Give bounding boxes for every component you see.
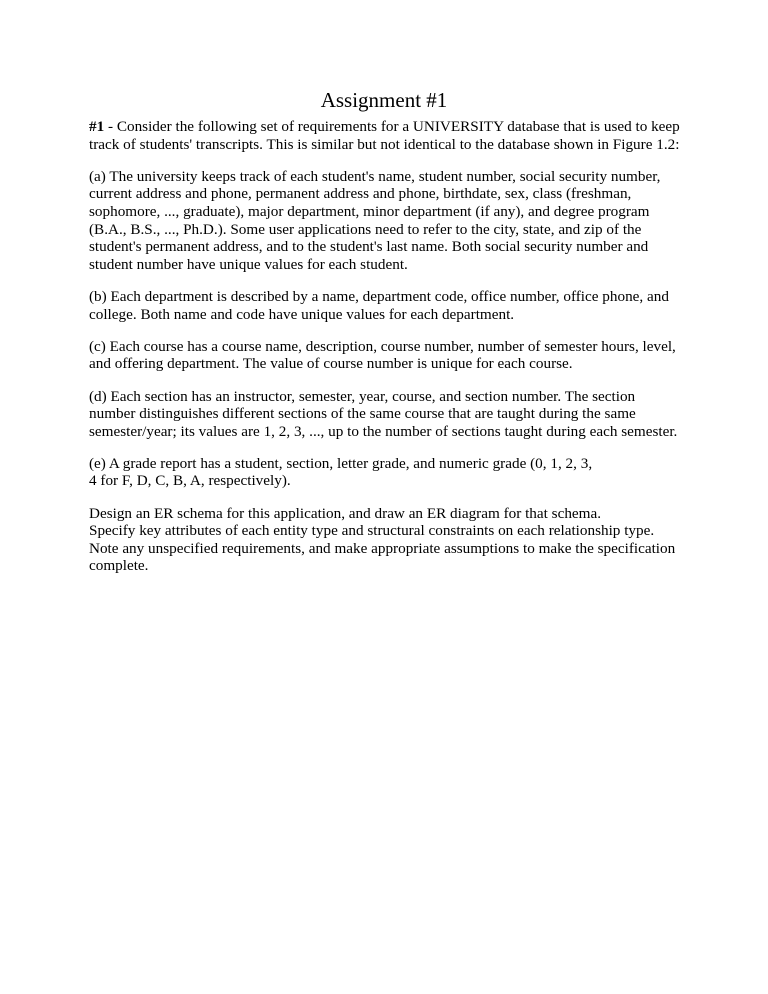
text-line: (c) Each course has a course name, description, course number, number of semester hours, level, bbox=[89, 337, 676, 355]
text-line: Design an ER schema for this application, and draw an ER diagram for that schema. bbox=[89, 504, 601, 522]
text-line: 4 for F, D, C, B, A, respectively). bbox=[89, 472, 291, 490]
text-line: and offering department. The value of course number is unique for each course. bbox=[89, 355, 573, 373]
paragraph-d bbox=[89, 388, 729, 441]
text-line bbox=[89, 118, 729, 136]
paragraph-c bbox=[89, 338, 729, 373]
text-line: Specify key attributes of each entity type and structural constraints on each relationship type. bbox=[89, 522, 655, 540]
text-line: college. Both name and code have unique values for each department. bbox=[89, 305, 515, 323]
intro-paragraph bbox=[89, 118, 729, 153]
question-number: #1 bbox=[89, 118, 105, 135]
text-line: Note any unspecified requirements, and make appropriate assumptions to make the specification bbox=[89, 539, 676, 557]
text-line: sophomore, ..., graduate), major department, minor department (if any), and degree program bbox=[89, 202, 650, 220]
text-line: (b) Each department is described by a name, department code, office number, office phone, and bbox=[89, 287, 669, 305]
text-line: semester/year; its values are 1, 2, 3, ..., up to the number of sections taught during each semester. bbox=[89, 422, 678, 440]
text-line: student's permanent address, and to the student's last name. Both social security number and bbox=[89, 238, 649, 256]
text-line: number distinguishes different sections of the same course that are taught during the same bbox=[89, 405, 636, 423]
page-title: Assignment #1 bbox=[320, 88, 448, 112]
text-line: (d) Each section has an instructor, semester, year, course, and section number. The section bbox=[89, 387, 636, 405]
document-body bbox=[89, 118, 729, 590]
paragraph-instructions bbox=[89, 505, 729, 575]
text-line: (e) A grade report has a student, section, letter grade, and numeric grade (0, 1, 2, 3, bbox=[89, 454, 593, 472]
text-span: - Consider the following set of requirements for a UNIVERSITY database that is used to keep bbox=[104, 118, 680, 135]
text-line: current address and phone, permanent address and phone, birthdate, sex, class (freshman, bbox=[89, 185, 632, 203]
paragraph-e bbox=[89, 455, 729, 490]
text-line: complete. bbox=[89, 557, 149, 575]
paragraph-a bbox=[89, 168, 729, 274]
text-line: (B.A., B.S., ..., Ph.D.). Some user applications need to refer to the city, state, and zip of the bbox=[89, 220, 642, 238]
text-line: track of students' transcripts. This is similar but not identical to the database shown in Figure 1.2: bbox=[89, 135, 680, 153]
text-line: student number have unique values for each student. bbox=[89, 255, 408, 273]
text-line: (a) The university keeps track of each student's name, student number, social security number, bbox=[89, 167, 661, 185]
paragraph-b bbox=[89, 288, 729, 323]
